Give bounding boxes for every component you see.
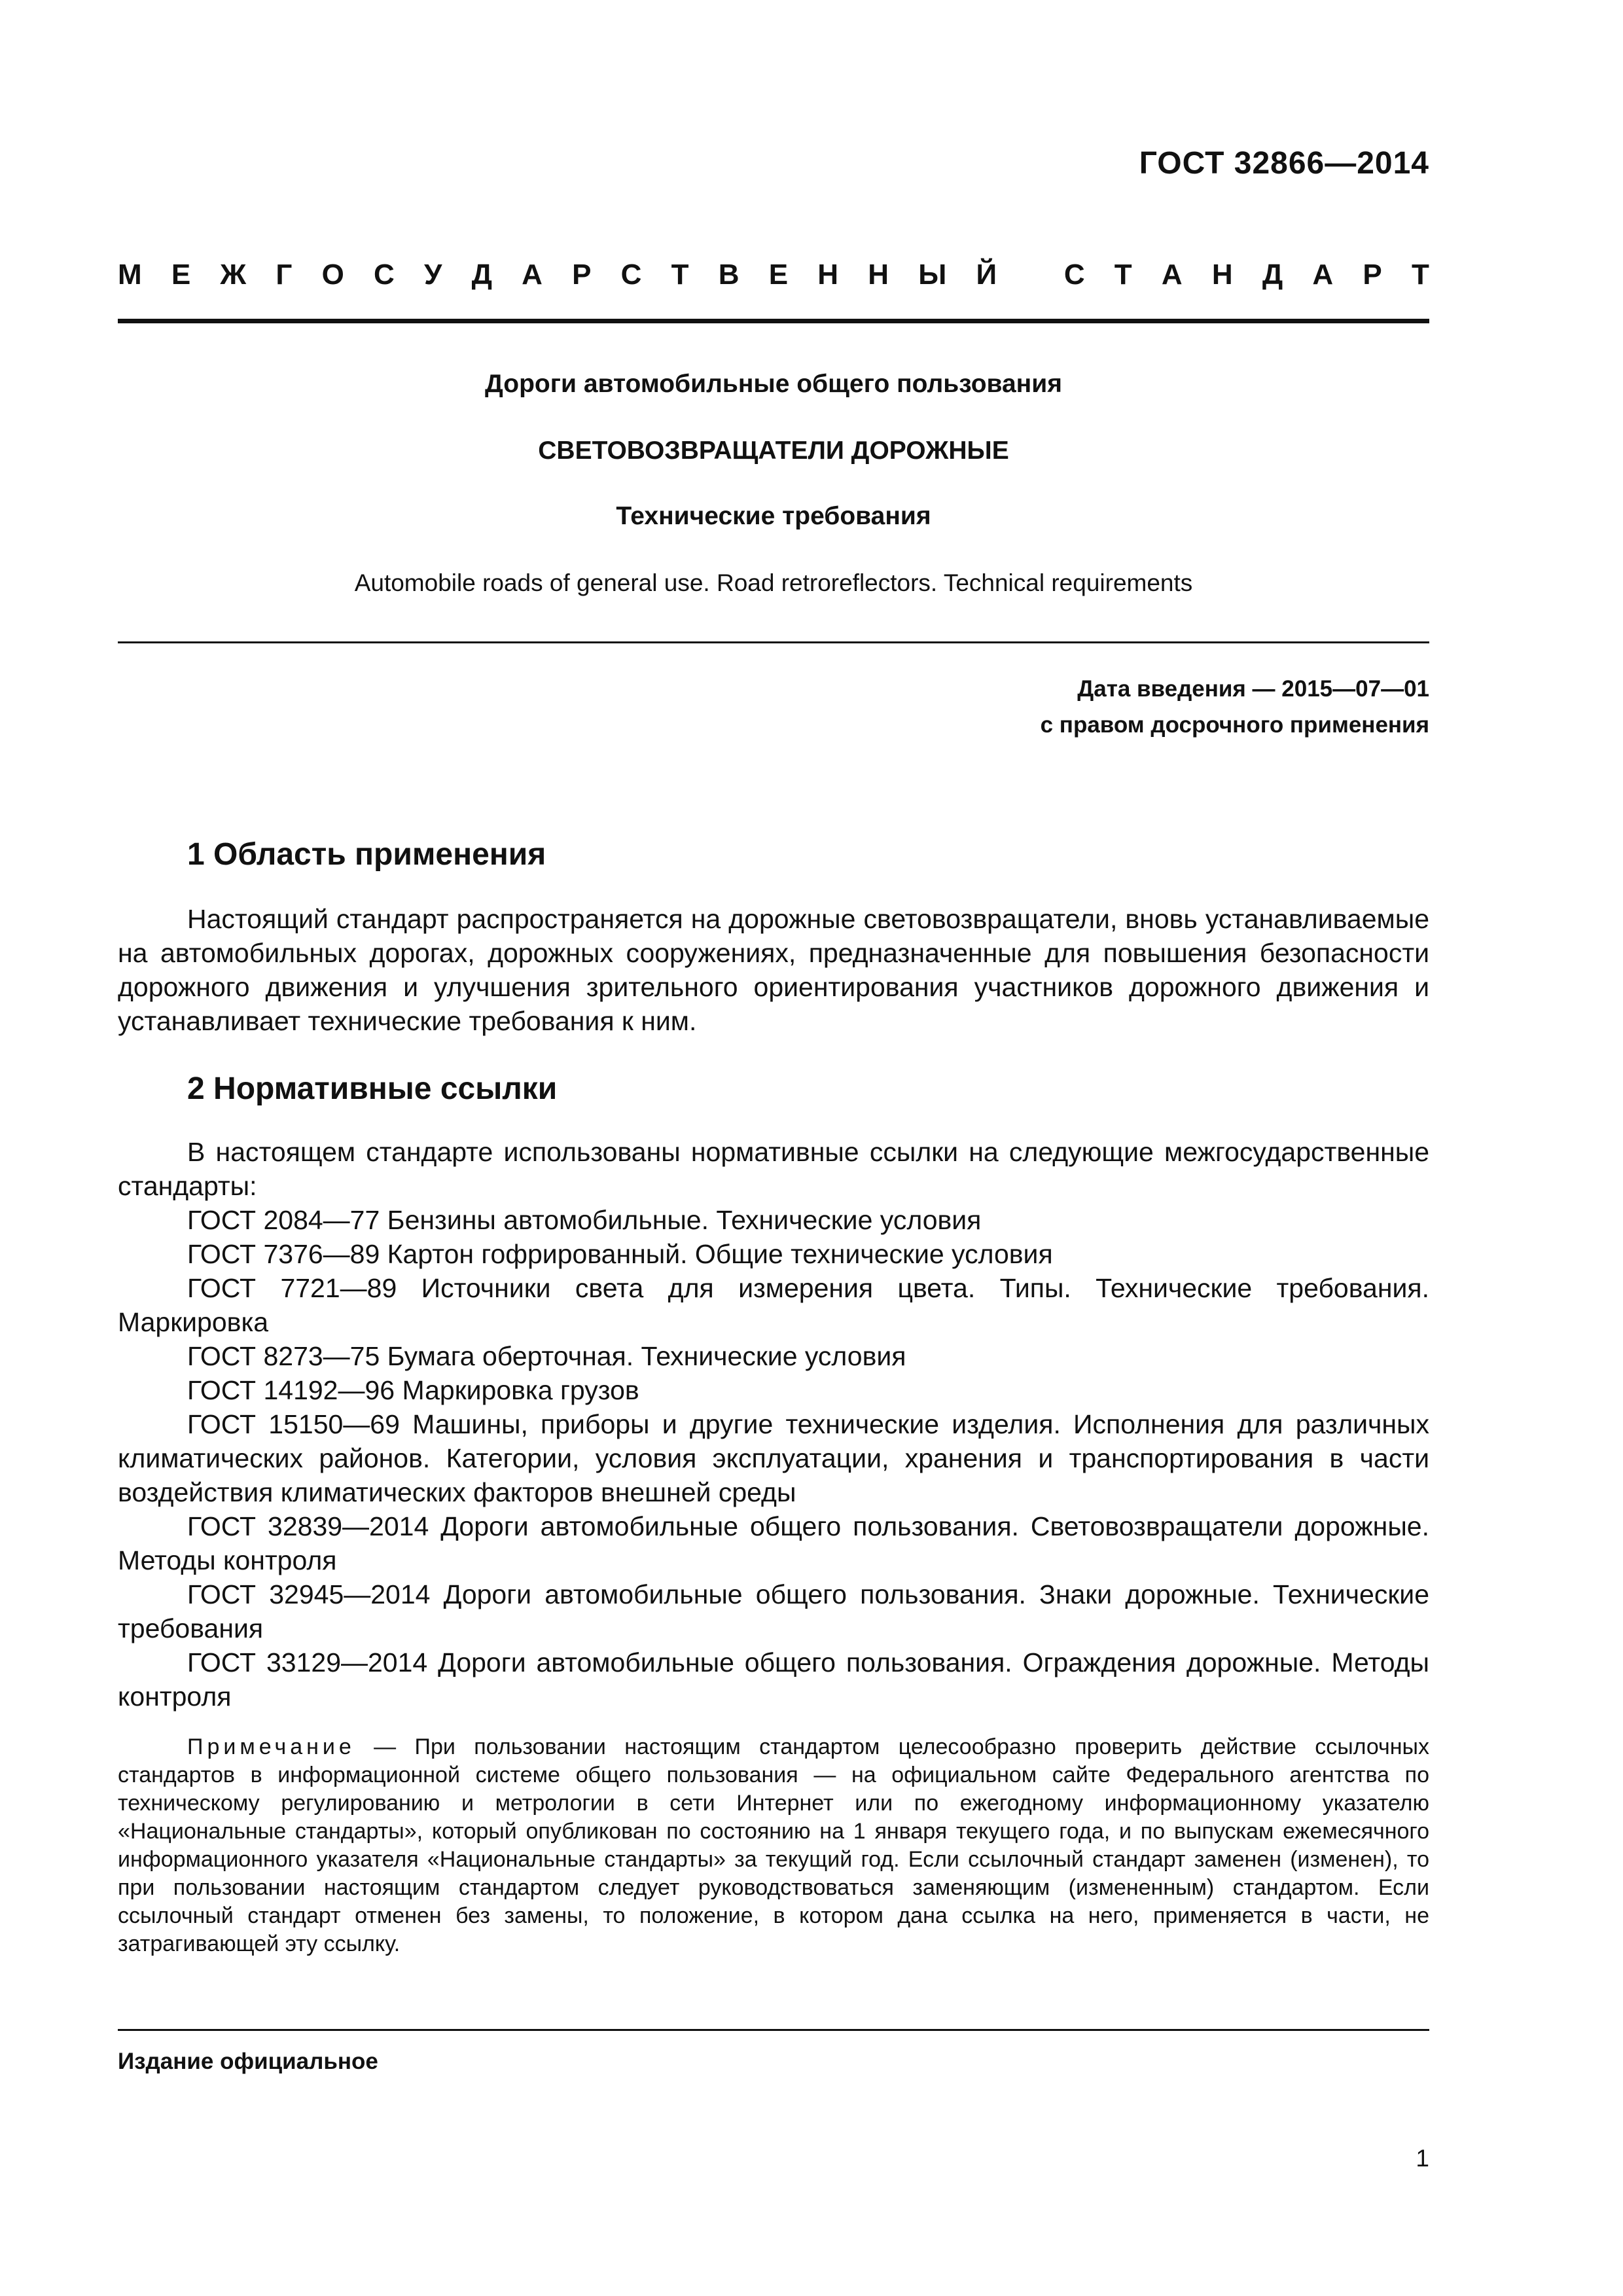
reference-item: ГОСТ 15150—69 Машины, приборы и другие технические изделия. Исполнения для различных климатических районов. Категории, условия эксплуатации, хранения и транспортирования в части воздействия климатических факторов внешней среды <box>118 1409 1429 1507</box>
standard-type-letter: С <box>1063 259 1085 291</box>
reference-item: ГОСТ 7376—89 Картон гофрированный. Общие технические условия <box>187 1239 1053 1269</box>
standard-type-letter: У <box>423 259 442 291</box>
introduction-date: Дата введения — 2015—07—01 <box>1077 676 1429 702</box>
reference-note <box>118 1733 1429 1958</box>
reference-item: ГОСТ 2084—77 Бензины автомобильные. Технические условия <box>187 1205 982 1235</box>
standard-type-letter: В <box>718 259 740 291</box>
section-2-intro: В настоящем стандарте использованы нормативные ссылки на следующие межгосударственные стандарты: <box>118 1137 1429 1201</box>
title-english: Automobile roads of general use. Road retroreflectors. Technical requirements <box>354 569 1193 596</box>
standard-type-letter: А <box>1312 259 1334 291</box>
section-1-heading: 1 Область применения <box>187 837 546 872</box>
document-number: ГОСТ 32866—2014 <box>1139 146 1429 181</box>
reference-item: ГОСТ 32839—2014 Дороги автомобильные общего пользования. Световозвращатели дорожные. Методы контроля <box>118 1511 1429 1575</box>
standard-type-letter: Н <box>1211 259 1233 291</box>
standard-type-letter: Г <box>276 259 293 291</box>
standard-type-letter: Е <box>768 259 789 291</box>
standard-type-letter: Е <box>171 259 191 291</box>
official-edition-label: Издание официальное <box>118 2049 378 2074</box>
note-text: — При пользовании настоящим стандартом целесообразно проверить действие ссылочных стандартов в информационной системе общего пользования — на официальном сайте Федерального агентства по техническому регулированию и метрологии в сети Интернет или по ежегодному информационному указателю «Национальные стандарты», который опубликован по состоянию на 1 января текущего года, и по выпускам ежемесячного информационного указателя «Национальные стандарты» за текущий год. Если ссылочный стандарт заменен (изменен), то при пользовании настоящим стандартом следует руководствоваться заменяющим (измененным) стандартом. Если ссылочный стандарт отменен без замены, то положение, в котором дана ссылка на него, применяется в части, не затрагивающей эту ссылку. <box>118 1734 1429 1956</box>
reference-item: ГОСТ 32945—2014 Дороги автомобильные общего пользования. Знаки дорожные. Технические требования <box>118 1579 1429 1643</box>
standard-type-letter: Т <box>671 259 689 291</box>
header-divider <box>118 319 1429 323</box>
standard-type-letter: Р <box>572 259 592 291</box>
standard-type-letter: Р <box>1363 259 1382 291</box>
reference-item: ГОСТ 7721—89 Источники света для измерения цвета. Типы. Технические требования. Маркировка <box>118 1273 1429 1337</box>
standard-type-letter: А <box>1161 259 1183 291</box>
standard-type-letter: Й <box>976 259 997 291</box>
standard-type-letter: О <box>321 259 344 291</box>
standard-type-letter: Н <box>817 259 839 291</box>
reference-list <box>118 1203 1429 1713</box>
introduction-date-block <box>1041 671 1429 743</box>
standard-type-letter: А <box>522 259 543 291</box>
standard-type-heading <box>118 259 1429 291</box>
standard-type-letter: Т <box>1114 259 1132 291</box>
standard-type-letter: Т <box>1411 259 1429 291</box>
title-line-3: Технические требования <box>616 502 931 530</box>
section-1-text: Настоящий стандарт распространяется на дорожные световозвращатели, вновь устанавливаемые на автомобильных дорогах, дорожных сооружениях, предназначенные для повышения безопасности дорожного движения и улучшения зрительного ориентирования участников дорожного движения и устанавливает технические требования к ним. <box>118 904 1429 1036</box>
reference-item: ГОСТ 8273—75 Бумага оберточная. Технические условия <box>187 1341 906 1371</box>
standard-type-letter: М <box>118 259 142 291</box>
reference-item: ГОСТ 14192—96 Маркировка грузов <box>187 1375 639 1405</box>
standard-type-letter: С <box>620 259 642 291</box>
standard-type-letter: С <box>374 259 395 291</box>
early-application-note: с правом досрочного применения <box>1040 712 1429 738</box>
title-line-1: Дороги автомобильные общего пользования <box>485 370 1062 398</box>
title-line-2: СВЕТОВОЗВРАЩАТЕЛИ ДОРОЖНЫЕ <box>538 437 1009 465</box>
standard-type-letter: Ы <box>918 259 947 291</box>
reference-item: ГОСТ 33129—2014 Дороги автомобильные общего пользования. Ограждения дорожные. Методы контроля <box>118 1647 1429 1712</box>
standard-type-letter: Н <box>868 259 889 291</box>
standard-type-letter: Д <box>1262 259 1283 291</box>
note-label: Примечание <box>187 1734 355 1759</box>
standard-type-letter: Ж <box>220 259 247 291</box>
standard-type-letter: Д <box>471 259 492 291</box>
section-2-heading: 2 Нормативные ссылки <box>187 1071 558 1106</box>
title-divider <box>118 641 1429 643</box>
standard-type-letter <box>1026 259 1034 291</box>
page-number: 1 <box>1416 2145 1429 2172</box>
footer-divider <box>118 2029 1429 2031</box>
